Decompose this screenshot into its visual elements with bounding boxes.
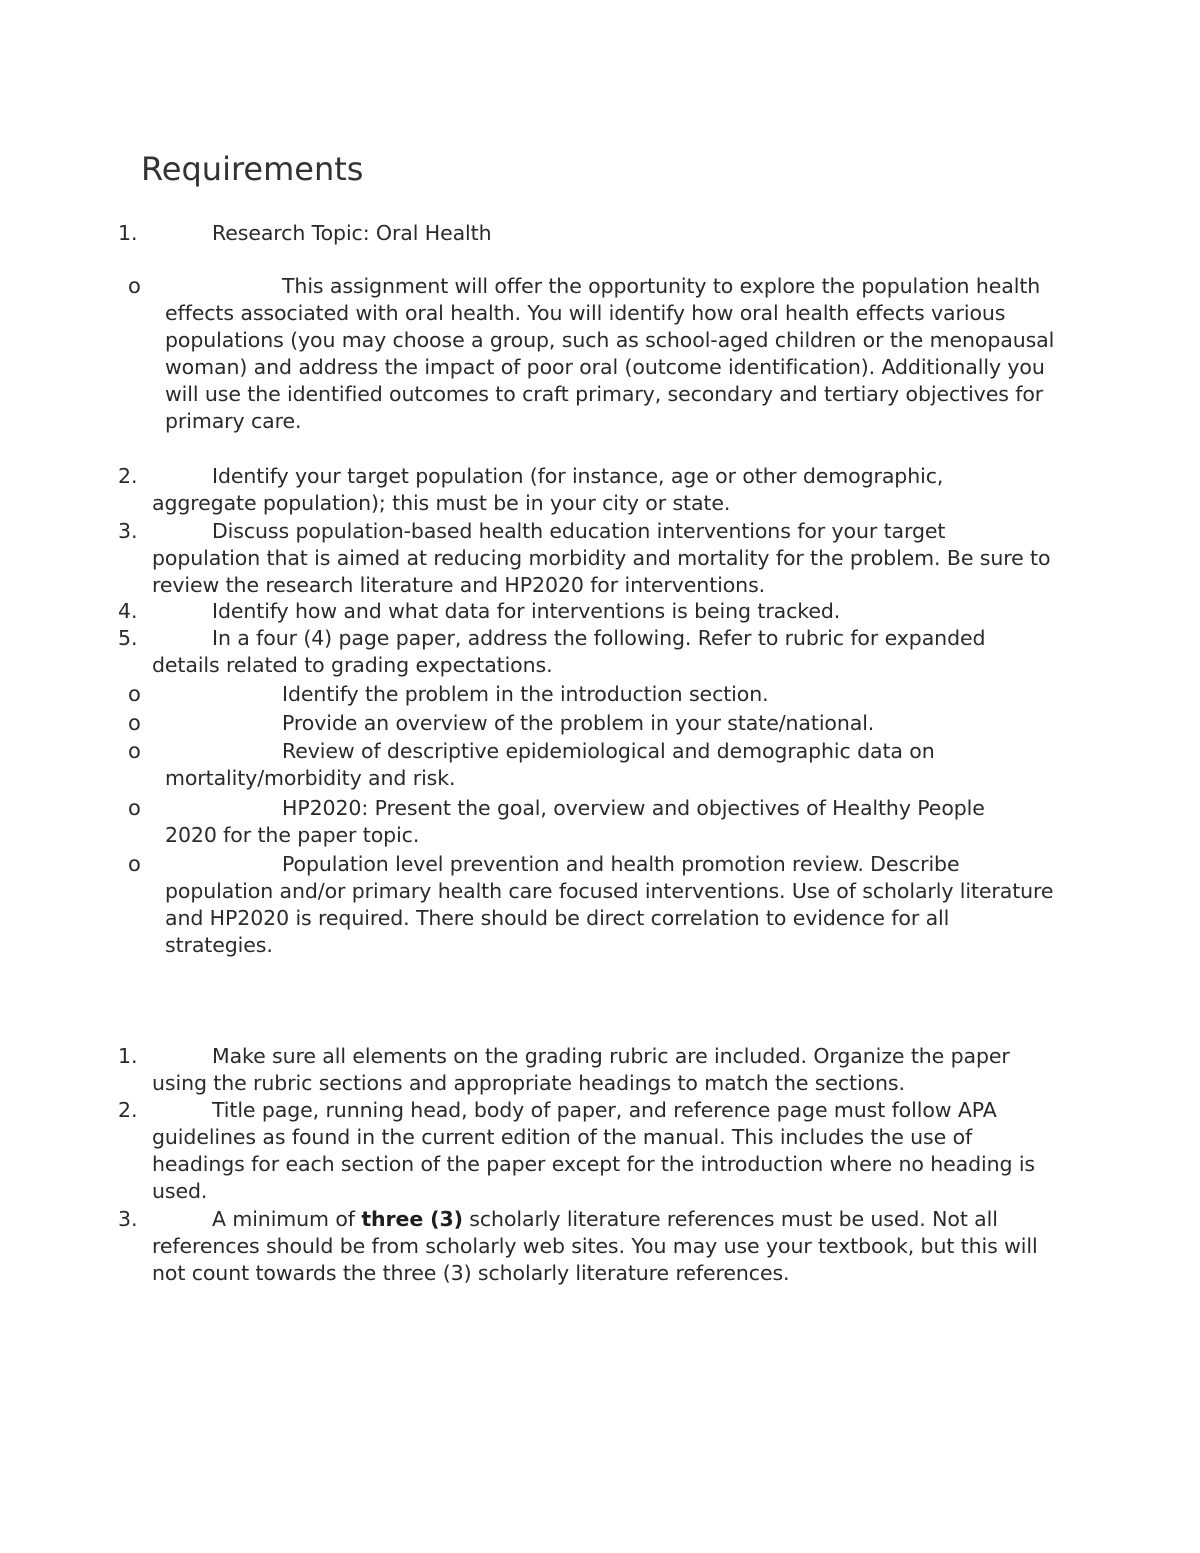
list-item-text: Make sure all elements on the grading rubric are included. Organize the paper xyxy=(212,1044,1010,1068)
list-item-text-continued: guidelines as found in the current edition of the manual. This includes the use of headings for each section of the paper except for the introduction where no heading is used. xyxy=(152,1125,1036,1203)
list-item-text-continued: references should be from scholarly web sites. You may use your textbook, but this will not count towards the three (3) scholarly literature references. xyxy=(152,1234,1038,1285)
bullet-marker: o xyxy=(128,682,141,706)
list-item-apa-guidelines xyxy=(118,1097,1068,1205)
list-item-text: Review of descriptive epidemiological and demographic data on xyxy=(282,739,935,763)
list-item-text-continued: population and/or primary health care focused interventions. Use of scholarly literature and HP2020 is required. There should be direct correlation to evidence for all strategies. xyxy=(165,879,1054,957)
bullet-marker: o xyxy=(128,274,141,298)
list-item-overview xyxy=(128,710,1058,737)
list-item-identify-problem xyxy=(128,681,1058,708)
list-item-text-continued: details related to grading expectations. xyxy=(152,653,553,677)
text-segment: A minimum of xyxy=(212,1207,362,1231)
list-item-assignment-description xyxy=(128,273,1058,435)
bullet-marker: o xyxy=(128,852,141,876)
list-item-text: Research Topic: Oral Health xyxy=(212,221,492,245)
list-item-text-continued: using the rubric sections and appropriate headings to match the sections. xyxy=(152,1071,905,1095)
list-item-hp2020 xyxy=(128,795,1058,849)
list-item-text: Title page, running head, body of paper, and reference page must follow APA xyxy=(212,1098,997,1122)
list-item-text: This assignment will offer the opportunity to explore the population health xyxy=(282,274,1041,298)
list-item-prevention-review xyxy=(128,851,1058,959)
list-number: 3. xyxy=(118,519,138,543)
list-number: 5. xyxy=(118,626,138,650)
list-item-data-tracking xyxy=(118,598,1068,625)
bullet-marker: o xyxy=(128,711,141,735)
list-item-text: Population level prevention and health promotion review. Describe xyxy=(282,852,960,876)
list-item-text-continued: 2020 for the paper topic. xyxy=(165,823,420,847)
list-item-research-topic xyxy=(118,220,1068,247)
list-item-text: Discuss population-based health education interventions for your target xyxy=(212,519,946,543)
list-item-text: HP2020: Present the goal, overview and objectives of Healthy People xyxy=(282,796,985,820)
list-number: 4. xyxy=(118,599,138,623)
list-number: 1. xyxy=(118,1044,138,1068)
list-item-text: Provide an overview of the problem in your state/national. xyxy=(282,711,875,735)
list-item-text-continued: aggregate population); this must be in your city or state. xyxy=(152,491,731,515)
list-item-rubric-elements xyxy=(118,1043,1068,1097)
bullet-marker: o xyxy=(128,796,141,820)
bullet-marker: o xyxy=(128,739,141,763)
list-item-text-continued: mortality/morbidity and risk. xyxy=(165,766,456,790)
list-item-paper-requirements xyxy=(118,625,1068,679)
text-segment: scholarly literature references must be used. Not all xyxy=(462,1207,998,1231)
list-item-epidemiological-review xyxy=(128,738,1058,792)
list-item-text: Identify the problem in the introduction section. xyxy=(282,682,769,706)
list-item-text: In a four (4) page paper, address the following. Refer to rubric for expanded xyxy=(212,626,986,650)
list-item-text: Identify your target population (for instance, age or other demographic, xyxy=(212,464,944,488)
list-item-target-population xyxy=(118,463,1068,517)
list-item-interventions xyxy=(118,518,1068,599)
list-number: 2. xyxy=(118,1098,138,1122)
list-item-references xyxy=(118,1206,1068,1287)
list-item-text-continued: population that is aimed at reducing morbidity and mortality for the problem. Be sure to review the research literature and HP2020 for interventions. xyxy=(152,546,1051,597)
list-number: 1. xyxy=(118,221,138,245)
list-number: 3. xyxy=(118,1207,138,1231)
list-item-text: Identify how and what data for interventions is being tracked. xyxy=(212,599,841,623)
bold-text: three (3) xyxy=(361,1207,463,1231)
list-number: 2. xyxy=(118,464,138,488)
page-title: Requirements xyxy=(141,150,364,188)
list-item-text-continued: effects associated with oral health. You will identify how oral health effects various populations (you may choose a group, such as school-aged children or the menopausal woman) and address the impact of poor oral (outcome identification). Additionally you will use the identified outcomes to craft primary, secondary and tertiary objectives for primary care. xyxy=(165,301,1055,433)
list-item-text xyxy=(118,1206,1068,1233)
